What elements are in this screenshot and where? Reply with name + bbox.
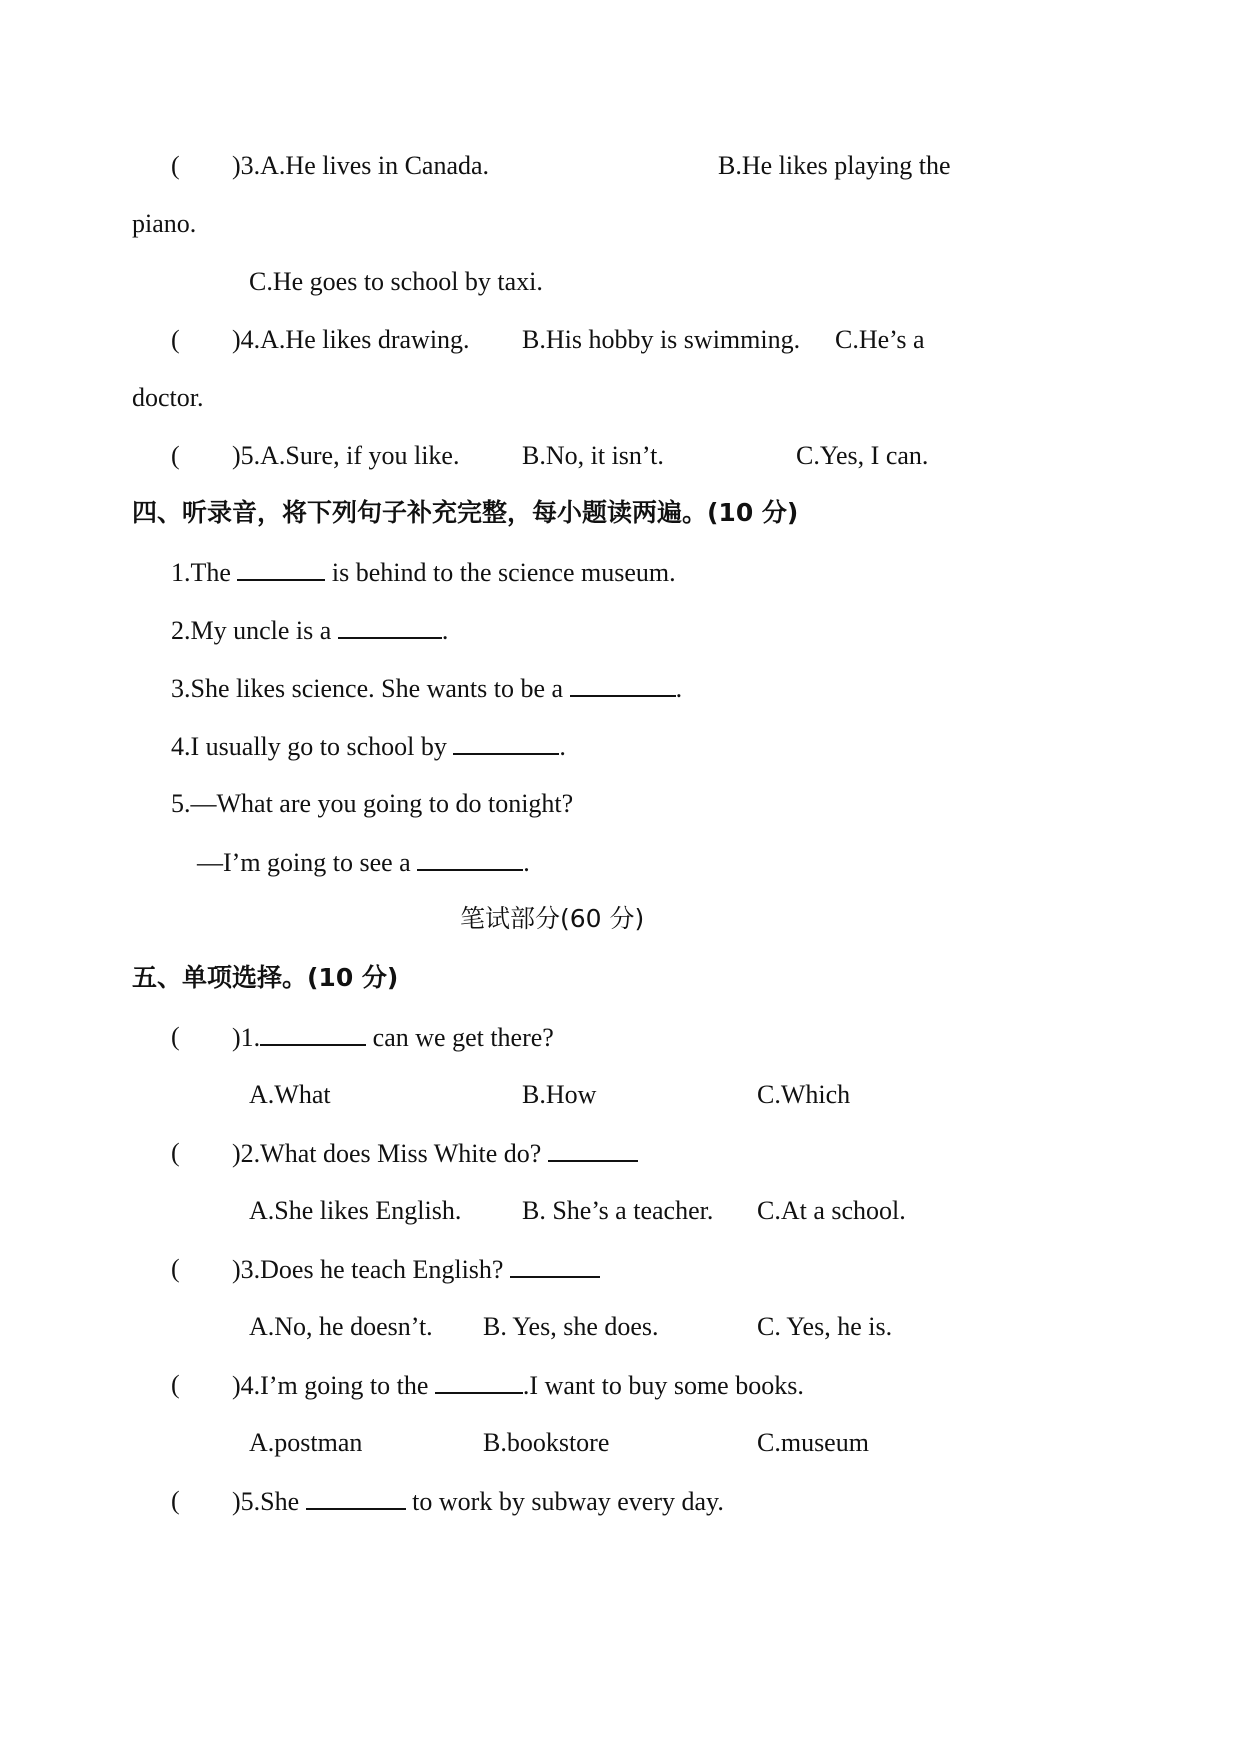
p5-q3-pre: )3.Does he teach English? [232,1255,504,1284]
part4-item-3 [171,673,682,704]
p5-q1-blank[interactable] [260,1022,366,1046]
part4-item-3-post: . [675,674,683,703]
part4-item-2-post: . [441,616,449,645]
part4-heading: 四、听录音，将下列句子补充完整，每小题读两遍。(10 分) [132,498,799,527]
q3-option-c: C.He goes to school by taxi. [249,267,543,296]
q3-option-b: B.He likes playing the [718,151,951,180]
p5-q1-option-b[interactable]: B.How [522,1080,597,1109]
part5-heading: 五、单项选择。(10 分) [132,963,399,992]
p5-q5-stem [232,1486,724,1517]
p5-q4-option-c[interactable]: C.museum [757,1428,869,1457]
part4-item-4-pre: 4.I usually go to school by [171,732,447,761]
p5-q2-option-b[interactable]: B. She’s a teacher. [522,1196,714,1225]
part4-item-5-answer [197,847,530,878]
part4-item-2 [171,615,448,646]
p5-q3-option-a[interactable]: A.No, he doesn’t. [249,1312,433,1341]
part4-item-2-pre: 2.My uncle is a [171,616,332,645]
part4-item-2-blank[interactable] [338,615,442,639]
q4-option-c-wrap: doctor. [132,383,204,412]
q3-question-option-a: )3.A.He lives in Canada. [232,151,490,180]
p5-q4-post: .I want to buy some books. [522,1371,804,1400]
q5-option-c: C.Yes, I can. [796,441,929,470]
p5-q4-option-a[interactable]: A.postman [249,1428,363,1457]
part4-item-5-post: . [523,848,530,877]
p5-q4-stem [232,1370,804,1401]
part4-item-3-blank[interactable] [570,673,676,697]
p5-q1-post: can we get there? [372,1023,554,1052]
q4-option-b: B.His hobby is swimming. [522,325,801,354]
p5-q2-option-a[interactable]: A.She likes English. [249,1196,462,1225]
p5-q2-pre: )2.What does Miss White do? [232,1139,542,1168]
p5-q1-option-a[interactable]: A.What [249,1080,331,1109]
part4-item-5-question: 5.—What are you going to do tonight? [171,789,574,818]
q4-question-option-a: )4.A.He likes drawing. [232,325,470,354]
p5-q3-paren[interactable]: ( [171,1254,180,1283]
q4-option-c: C.He’s a [835,325,925,354]
p5-q4-pre: )4.I’m going to the [232,1371,429,1400]
p5-q5-post: to work by subway every day. [412,1487,724,1516]
p5-q4-option-b[interactable]: B.bookstore [483,1428,610,1457]
part4-item-4-post: . [559,732,566,761]
p5-q5-paren[interactable]: ( [171,1486,180,1515]
p5-q1-pre: )1. [232,1023,261,1052]
q3-paren[interactable]: ( [171,151,180,180]
p5-q3-blank[interactable] [510,1254,600,1278]
part4-item-4 [171,731,566,762]
part4-item-5-pre: —I’m going to see a [197,848,411,877]
p5-q1-stem [232,1022,554,1053]
p5-q5-pre: )5.She [232,1487,300,1516]
p5-q5-blank[interactable] [306,1486,406,1510]
written-section-title: 笔试部分(60 分) [460,904,645,933]
part4-item-1-blank[interactable] [237,557,325,581]
part4-item-5-blank[interactable] [417,847,523,871]
p5-q2-paren[interactable]: ( [171,1138,180,1167]
p5-q2-blank[interactable] [548,1138,638,1162]
p5-q2-option-c[interactable]: C.At a school. [757,1196,906,1225]
p5-q3-stem [232,1254,600,1285]
part4-item-1-pre: 1.The [171,558,231,587]
q4-paren[interactable]: ( [171,325,180,354]
part4-item-1-post: is behind to the science museum. [331,558,676,587]
p5-q2-stem [232,1138,638,1169]
p5-q4-blank[interactable] [435,1370,523,1394]
p5-q3-option-c[interactable]: C. Yes, he is. [757,1312,893,1341]
p5-q4-paren[interactable]: ( [171,1370,180,1399]
p5-q3-option-b[interactable]: B. Yes, she does. [483,1312,659,1341]
p5-q1-paren[interactable]: ( [171,1022,180,1051]
part4-item-3-pre: 3.She likes science. She wants to be a [171,674,564,703]
q5-question-option-a: )5.A.Sure, if you like. [232,441,460,470]
part4-item-1 [171,557,676,588]
q3-option-b-wrap: piano. [132,209,197,238]
q5-paren[interactable]: ( [171,441,180,470]
p5-q1-option-c[interactable]: C.Which [757,1080,851,1109]
part4-item-4-blank[interactable] [453,731,559,755]
q5-option-b: B.No, it isn’t. [522,441,664,470]
